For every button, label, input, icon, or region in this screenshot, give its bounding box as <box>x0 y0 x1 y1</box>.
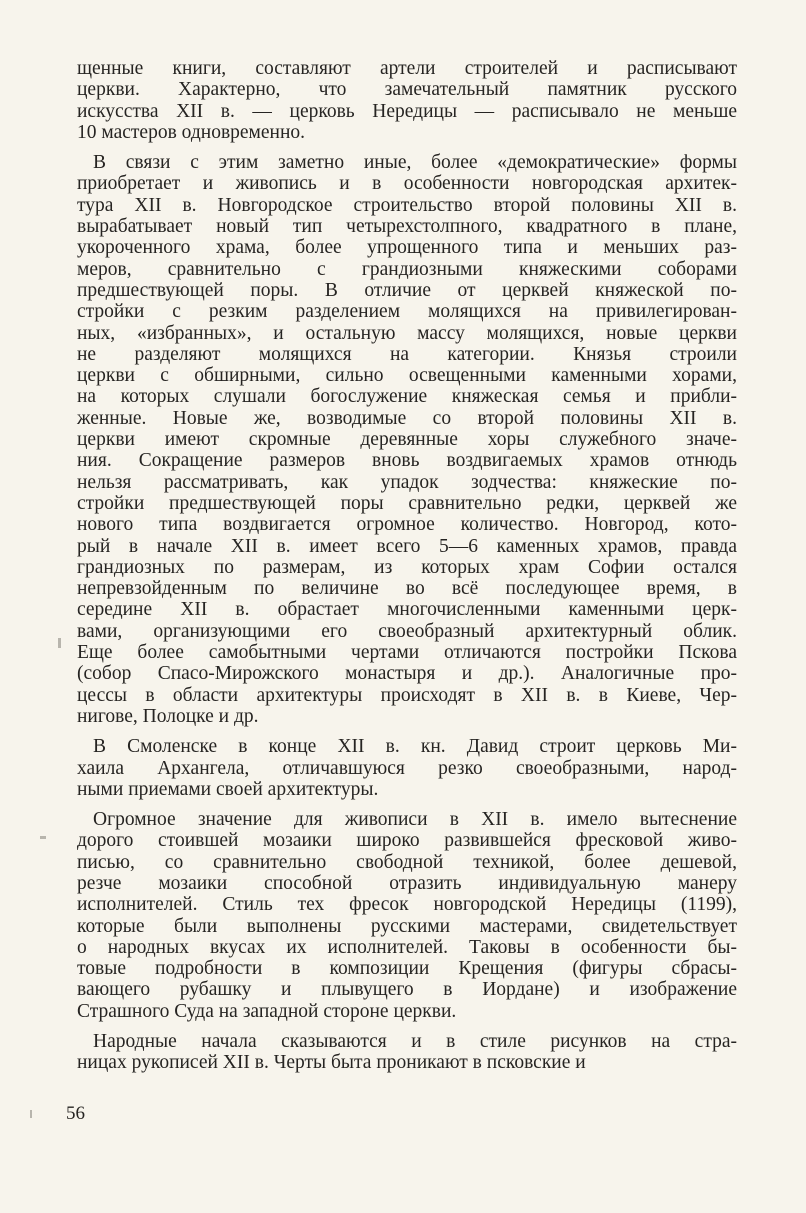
text-line: 10 мастеров одновременно. <box>77 121 306 143</box>
paragraph-gap <box>77 800 737 809</box>
text-line: середине XII в. обрастает многочисленными каменными церк- <box>77 599 737 621</box>
text-line: стройки с резким разделением молящихся на привилегирован- <box>77 301 737 323</box>
text-line: не разделяют молящихся на категории. Князья строили <box>77 343 737 365</box>
text-line: В Смоленске в конце XII в. кн. Давид строит церковь Ми- <box>93 736 737 758</box>
text-line: стройки предшествующей поры сравнительно редки, церквей же <box>77 492 737 514</box>
text-line: ными приемами своей архитектуры. <box>77 778 379 800</box>
text-line: Огромное значение для живописи в XII в. имело вытеснение <box>93 809 737 831</box>
paragraph <box>77 809 737 1022</box>
text-line: церкви с обширными, сильно освещенными каменными хорами, <box>77 365 737 387</box>
text-line: искусства XII в. — церковь Нередицы — расписывало не меньше <box>77 100 737 122</box>
text-line: исполнителей. Стиль тех фресок новгородской Нередицы (1199), <box>77 894 737 916</box>
paragraph <box>77 152 737 727</box>
text-line: Страшного Суда на западной стороне церкви. <box>77 1000 457 1022</box>
text-line: дорого стоившей мозаики широко развившейся фресковой живо- <box>77 830 737 852</box>
text-line: меров, сравнительно с грандиозными княжескими соборами <box>77 258 737 280</box>
text-line: В связи с этим заметно иные, более «демократические» формы <box>93 152 737 174</box>
text-line: (собор Спасо-Мирожского монастыря и др.). Аналогичные про- <box>77 663 737 685</box>
text-line: вающего рубашку и плывущего в Иордане) и изображение <box>77 979 737 1001</box>
text-line: о народных вкусах их исполнителей. Таковы в особенности бы- <box>77 936 737 958</box>
paragraph-gap <box>77 727 737 736</box>
body-text <box>77 58 737 1074</box>
margin-mark <box>40 836 46 839</box>
text-line: нового типа воздвигается огромное количество. Новгород, кото- <box>77 514 737 536</box>
text-line: церкви имеют скромные деревянные хоры служебного значе- <box>77 429 737 451</box>
text-line: церкви. Характерно, что замечательный памятник русского <box>77 79 737 101</box>
text-line: вырабатывает новый тип четырехстолпного, квадратного в плане, <box>77 216 737 238</box>
text-line: нигове, Полоцке и др. <box>77 705 259 727</box>
margin-mark <box>58 638 61 648</box>
paragraph <box>77 1031 737 1074</box>
paragraph-gap <box>77 143 737 152</box>
text-line: предшествующей поры. В отличие от церквей княжеской по- <box>77 279 737 301</box>
text-line: рый в начале XII в. имеет всего 5—6 каменных храмов, правда <box>77 535 737 557</box>
text-line: вами, организующими его своеобразный архитектурный облик. <box>77 620 737 642</box>
margin-mark <box>30 1110 32 1118</box>
text-line: на которых слушали богослужение княжеская семья и прибли- <box>77 386 737 408</box>
text-line: Народные начала сказываются и в стиле рисунков на стра- <box>93 1031 737 1053</box>
text-line: ницах рукописей XII в. Черты быта проникают в псковские и <box>77 1052 586 1074</box>
text-line: которые были выполнены русскими мастерами, свидетельствует <box>77 915 737 937</box>
paragraph-gap <box>77 1022 737 1031</box>
text-line: ных, «избранных», и остальную массу молящихся, новые церкви <box>77 322 737 344</box>
text-line: цессы в области архитектуры происходят в XII в. в Киеве, Чер- <box>77 684 737 706</box>
text-line: резче мозаики способной отразить индивидуальную манеру <box>77 872 737 894</box>
text-line: тура XII в. Новгородское строительство второй половины XII в. <box>77 194 737 216</box>
text-line: писью, со сравнительно свободной техникой, более дешевой, <box>77 851 737 873</box>
text-line: грандиозных по размерам, из которых храм Софии остался <box>77 556 737 578</box>
page-number: 56 <box>66 1103 85 1124</box>
text-line: ния. Сокращение размеров вновь воздвигаемых храмов отнюдь <box>77 450 737 472</box>
text-line: укороченного храма, более упрощенного типа и меньших раз- <box>77 237 737 259</box>
text-line: приобретает и живопись и в особенности новгородская архитек- <box>77 173 737 195</box>
text-line: товые подробности в композиции Крещения (фигуры сбрасы- <box>77 958 737 980</box>
text-line: Еще более самобытными чертами отличаются постройки Пскова <box>77 642 737 664</box>
paragraph <box>77 58 737 143</box>
text-line: щенные книги, составляют артели строителей и расписывают <box>77 58 737 79</box>
paragraph <box>77 736 737 800</box>
text-line: непревзойденным по величине во всё последующее время, в <box>77 578 737 600</box>
text-line: женные. Новые же, возводимые со второй половины XII в. <box>77 407 737 429</box>
text-line: нельзя рассматривать, как упадок зодчества: княжеские по- <box>77 471 737 493</box>
text-line: хаила Архангела, отличавшуюся резко своеобразными, народ- <box>77 757 737 779</box>
